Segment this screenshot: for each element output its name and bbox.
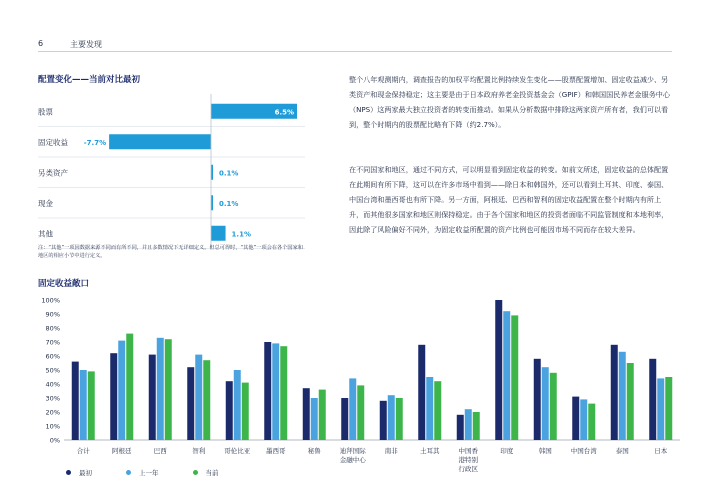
x-tick-label: 巴西 xyxy=(153,447,167,455)
header-divider xyxy=(38,51,672,52)
x-tick-label: 墨西哥 xyxy=(266,447,286,455)
fixed-income-bar xyxy=(426,377,433,440)
fixed-income-bar xyxy=(388,395,395,440)
fixed-income-bar xyxy=(149,355,156,440)
legend-swatch-previous xyxy=(126,470,131,475)
fixed-income-bar xyxy=(319,390,326,440)
allocation-category-label: 其他 xyxy=(38,229,53,239)
allocation-category-label: 股票 xyxy=(38,107,53,117)
y-tick-label: 50% xyxy=(45,366,60,375)
fixed-income-bar xyxy=(657,378,664,440)
allocation-note: 注：“其他”一项因数据来源不同而有所不同，并且多数情况下无详细定义。但总可得时，“其他”一项会在各个国家和地区的相应小节中进行定义。 xyxy=(38,245,303,259)
y-tick-label: 20% xyxy=(45,408,60,417)
fixed-income-bar xyxy=(72,362,79,440)
y-tick-label: 90% xyxy=(45,310,60,319)
fixed-income-bar xyxy=(495,300,502,440)
fixed-income-bar xyxy=(649,359,656,440)
x-tick-label: 行政区 xyxy=(458,465,478,473)
fixed-income-bar xyxy=(88,371,95,440)
x-tick-label: 南非 xyxy=(384,447,398,455)
fixed-income-bar xyxy=(126,334,133,440)
x-tick-label: 中国香 xyxy=(458,447,478,455)
fixed-income-bar xyxy=(665,377,672,440)
fixed-income-bar xyxy=(264,342,271,440)
allocation-bar xyxy=(211,226,226,241)
fixed-income-bar xyxy=(542,367,549,440)
fixed-income-bar xyxy=(280,346,287,440)
x-tick-label: 金融中心 xyxy=(339,456,366,464)
fixed-income-bar xyxy=(226,381,233,440)
fixed-income-bar xyxy=(311,398,318,440)
fixed-income-bar xyxy=(165,339,172,440)
fixed-income-bar xyxy=(341,398,348,440)
fixed-income-bar xyxy=(234,370,241,440)
fixed-income-bar xyxy=(465,409,472,440)
x-tick-label: 韩国 xyxy=(538,447,552,455)
fixed-income-bar xyxy=(611,345,618,440)
x-tick-label: 土耳其 xyxy=(420,447,440,455)
legend-label-current: 当前 xyxy=(205,469,219,477)
legend-label-initial: 最初 xyxy=(79,469,92,477)
fixed-income-bar xyxy=(203,360,210,440)
fixed-income-bar xyxy=(195,355,202,440)
y-tick-label: 10% xyxy=(45,422,60,431)
x-tick-label: 日本 xyxy=(654,447,668,455)
section-title: 主要发现 xyxy=(70,40,102,49)
fixed-income-bar xyxy=(349,378,356,440)
legend-item-previous xyxy=(126,468,159,477)
x-tick-label: 秘鲁 xyxy=(307,447,321,455)
fixed-income-bar xyxy=(588,404,595,440)
y-tick-label: 60% xyxy=(45,352,60,361)
fixed-income-bar xyxy=(511,315,518,440)
fixed-income-bar xyxy=(157,338,164,440)
fixed-income-bar xyxy=(357,385,364,440)
fixed-income-bar xyxy=(619,352,626,440)
y-tick-label: 30% xyxy=(45,394,60,403)
fixed-income-bar xyxy=(80,370,87,440)
y-tick-label: 100% xyxy=(41,296,60,305)
fixed-income-bar xyxy=(457,415,464,440)
body-paragraph-2: 在不同国家和地区，通过不同方式，可以明显看到固定收益的转变。如前文所述，固定收益的总体配置在此期间有所下降，这可以在许多市场中看到——除日本和韩国外，还可以看到土耳其、印度、泰国、中国台湾和墨西哥也有所下降。另一方面，阿根廷、巴西和智利的固定收益配置在整个时期内有所上升，而其他很多国家和地区则保持稳定。由于各个国家和地区的投资者面临不同监管制度和本地利率，因此除了风险偏好不同外，为固定收益所配置的资产比例也可能因市场不同而存在较大差异。 xyxy=(349,165,669,234)
x-tick-label: 中国台湾 xyxy=(570,447,597,455)
allocation-category-label: 固定收益 xyxy=(38,137,68,147)
fixed-income-bar xyxy=(580,399,587,440)
fixed-income-bar xyxy=(118,341,125,440)
allocation-value-label: 0.1% xyxy=(219,169,239,178)
legend-swatch-initial xyxy=(66,470,71,475)
fixed-income-bar xyxy=(572,397,579,440)
y-tick-label: 80% xyxy=(45,324,60,333)
allocation-category-label: 另类资产 xyxy=(38,168,68,178)
legend-swatch-current xyxy=(193,470,198,475)
x-tick-label: 迪拜国际 xyxy=(339,447,366,455)
allocation-value-label: 1.1% xyxy=(231,230,251,239)
allocation-value-label: 0.1% xyxy=(219,199,239,208)
fixed-income-bar xyxy=(303,388,310,440)
fixed-income-bar xyxy=(187,367,194,440)
legend-item-initial xyxy=(66,468,92,477)
allocation-chart xyxy=(30,88,320,238)
fixed-income-bar xyxy=(473,412,480,440)
body-paragraph-1: 整个八年观测期内，调查报告的加权平均配置比例持续发生变化——股票配置增加、固定收益减少、另类资产和现金保持稳定；这主要是由于日本政府养老金投资基金会（GPIF）和韩国国民养老金服务中心（NPS）这两家最大独立投资者的转变而推动。如果从分析数据中排除这两家资产所有者，我们可以看到，整个时期内的股票配比略有下降（约2.7%）。 xyxy=(349,75,670,129)
allocation-category-label: 现金 xyxy=(38,198,53,208)
fixed-income-bar xyxy=(272,343,279,440)
x-tick-label: 智利 xyxy=(192,447,206,455)
x-tick-label: 泰国 xyxy=(615,447,629,455)
fixed-income-bar xyxy=(418,345,425,440)
x-tick-label: 合计 xyxy=(76,447,90,455)
x-tick-label: 阿根廷 xyxy=(112,447,132,455)
fixed-income-bar xyxy=(242,383,249,440)
legend-item-current xyxy=(193,468,219,477)
chart-legend xyxy=(66,468,219,477)
fixed-income-bar xyxy=(503,311,510,440)
allocation-value-label: -7.7% xyxy=(83,138,107,147)
x-tick-label: 印度 xyxy=(500,447,514,455)
x-tick-label: 港特别 xyxy=(458,456,478,464)
legend-label-previous: 上一年 xyxy=(139,469,159,477)
fixed-income-bar xyxy=(434,381,441,440)
fixed-income-chart-title: 固定收益敞口 xyxy=(38,279,90,289)
x-tick-label: 哥伦比亚 xyxy=(224,447,251,455)
allocation-value-label: 6.5% xyxy=(274,108,294,117)
fixed-income-bar xyxy=(110,353,117,440)
fixed-income-bar xyxy=(550,373,557,440)
y-tick-label: 40% xyxy=(45,380,60,389)
y-tick-label: 70% xyxy=(45,338,60,347)
fixed-income-bar xyxy=(396,398,403,440)
fixed-income-bar xyxy=(534,359,541,440)
page-number: 6 xyxy=(38,39,44,48)
allocation-chart-title: 配置变化——当前对比最初 xyxy=(38,75,141,85)
allocation-bar xyxy=(109,134,211,149)
fixed-income-bar xyxy=(627,363,634,440)
y-tick-label: 0% xyxy=(49,436,60,445)
fixed-income-bar xyxy=(380,401,387,440)
